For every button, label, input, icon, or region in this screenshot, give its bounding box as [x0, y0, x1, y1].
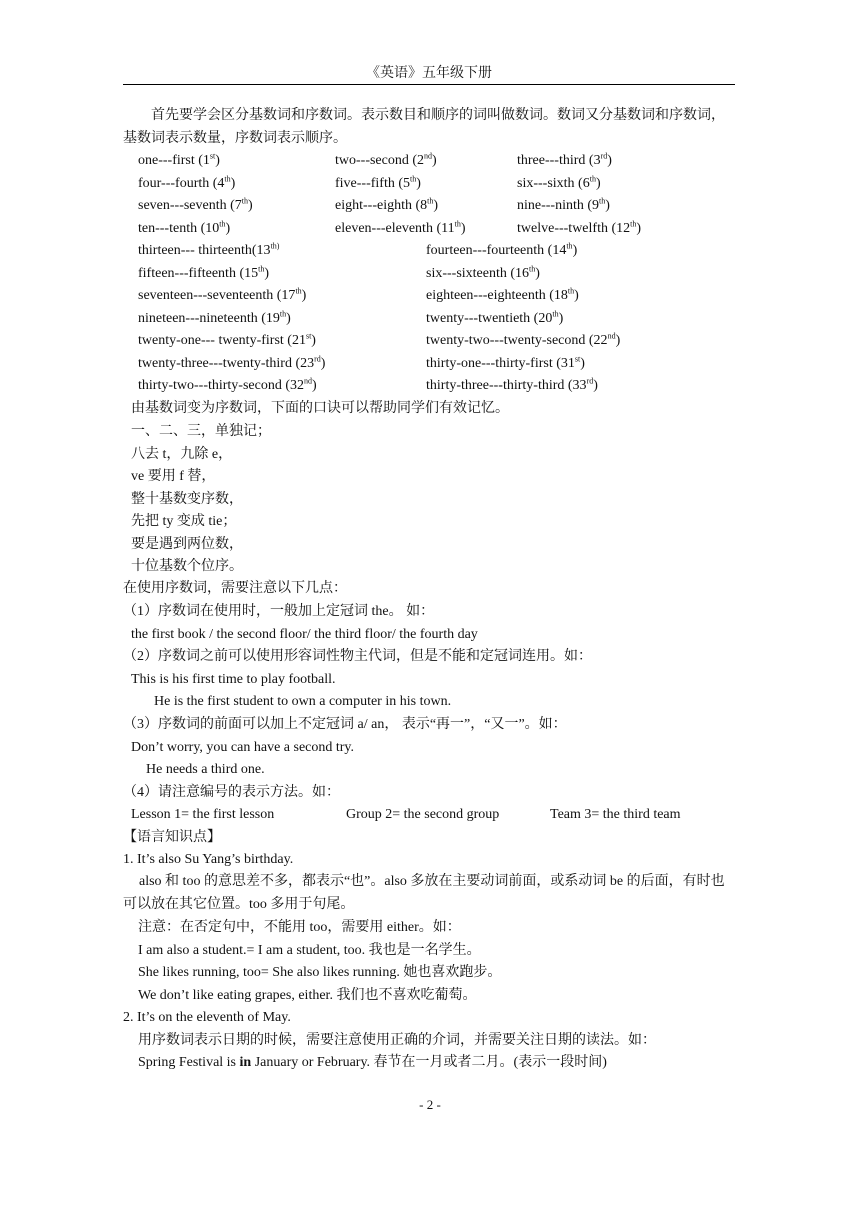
ordinal-text: six---sixteenth (16: [426, 265, 530, 281]
ordinal-close: ): [593, 378, 598, 393]
rhyme-line: ve 要用 f 替，: [131, 469, 216, 484]
page-header-title: 《英语》五年级下册: [366, 66, 492, 81]
ordinal-cell: [426, 265, 540, 283]
ordinal-suffix: th: [454, 218, 461, 228]
ordinal-close: ): [433, 198, 439, 213]
ordinal-cell: [138, 175, 235, 193]
ordinal-cell: [426, 242, 577, 260]
ordinal-close: ): [432, 153, 437, 168]
ordinal-close: ): [558, 310, 564, 326]
rhyme-line: 要是遇到两位数，: [131, 536, 243, 552]
ordinal-cell: [138, 220, 230, 238]
ordinal-cell: [517, 152, 612, 170]
ordinal-text: twelve---twelfth (12: [517, 220, 631, 236]
ordinal-text: eleven---eleventh (11: [335, 220, 455, 236]
usage-point-2-example-2: He is the first student to own a computer in his town.: [154, 694, 452, 709]
ordinal-text: twenty-one--- twenty-first (21: [138, 333, 306, 348]
ordinal-text: thirty-one---thirty-first (31: [426, 355, 575, 371]
ordinal-close: ): [416, 175, 421, 191]
usage-point-4: （4）请注意编号的表示方法。如：: [123, 785, 340, 800]
ordinal-cell: [138, 332, 316, 350]
ordinal-suffix: th: [589, 173, 596, 183]
ordinal-cell: [426, 355, 585, 373]
ordinal-suffix: st: [574, 353, 581, 363]
example-bold-preposition: in: [239, 1055, 252, 1070]
ordinal-close: ): [572, 243, 578, 258]
ordinal-close: ): [225, 220, 231, 236]
ordinal-suffix: nd: [304, 376, 313, 386]
ordinal-suffix: th: [219, 218, 226, 228]
knowledge-1-example-3: We don’t like eating grapes, either. 我们也不喜欢吃葡萄。: [138, 988, 477, 1003]
ordinal-suffix: nd: [607, 331, 616, 341]
ordinal-cell: [138, 265, 269, 283]
ordinal-close: ): [311, 333, 316, 348]
ordinal-close: ): [535, 265, 540, 281]
ordinal-text: twenty---twentieth (20: [426, 310, 553, 326]
knowledge-1-example-2: She likes running, too= She also likes running. 她也喜欢跑步。: [138, 965, 502, 980]
ordinal-cell: [335, 175, 421, 193]
ordinal-close: ): [230, 175, 236, 191]
ordinal-cell: [517, 175, 601, 193]
ordinal-text: fourteen---fourteenth (14: [426, 243, 567, 258]
ordinal-text: three---third (3: [517, 153, 601, 168]
section-title: 【语言知识点】: [123, 830, 221, 845]
page-number: - 2 -: [419, 1097, 441, 1112]
ordinal-suffix: th: [410, 173, 417, 183]
ordinal-cell: [426, 377, 598, 395]
ordinal-close: ): [286, 310, 291, 326]
example-post: January or February. 春节在一月或者二月。(表示一段时间): [251, 1055, 607, 1070]
usage-point-2-example-1: This is his first time to play football.: [131, 672, 336, 687]
ordinal-suffix: th: [224, 173, 231, 183]
knowledge-2-paragraph: 用序数词表示日期的时候，需要注意使用正确的介词，并需要关注日期的读法。如：: [138, 1033, 656, 1048]
rhyme-line: 先把 ty 变成 tie；: [131, 514, 237, 529]
ordinal-cell: [335, 197, 438, 215]
ordinal-suffix: rd: [314, 353, 321, 363]
usage-point-1: （1）序数词在使用时，一般加上定冠词 the。 如：: [123, 604, 435, 619]
ordinal-suffix: th: [258, 263, 265, 273]
ordinal-close: ): [607, 153, 612, 168]
rhyme-line: 十位基数个位序。: [131, 559, 243, 574]
usage-point-2: （2）序数词之前可以使用形容词性物主代词，但是不能和定冠词连用。如：: [123, 649, 592, 664]
ordinal-suffix: th): [270, 241, 280, 251]
ordinal-text: thirteen--- thirteenth(13: [138, 243, 271, 258]
ordinal-suffix: th: [529, 263, 536, 273]
ordinal-close: ): [312, 378, 317, 393]
ordinal-suffix: st: [305, 331, 312, 341]
ordinal-text: nineteen---nineteenth (19: [138, 310, 280, 326]
ordinal-cell: [138, 242, 279, 260]
ordinal-text: eighteen---eighteenth (18: [426, 288, 568, 303]
ordinal-cell: [138, 197, 253, 215]
ordinal-text: fifteen---fifteenth (15: [138, 265, 259, 281]
ordinal-cell: [335, 152, 437, 170]
ordinal-cell: [138, 310, 291, 328]
ordinal-close: ): [264, 265, 270, 281]
ordinal-suffix: nd: [424, 151, 433, 161]
ordinal-close: ): [460, 220, 466, 236]
ordinal-cell: [426, 287, 579, 305]
usage-point-3-example-1: Don’t worry, you can have a second try.: [131, 740, 355, 755]
ordinal-text: one---first (1: [138, 153, 210, 168]
ordinal-cell: [426, 310, 563, 328]
knowledge-1-note: 注意：在否定句中，不能用 too，需要用 either。如：: [138, 920, 461, 935]
ordinal-cell: [517, 220, 641, 238]
ordinal-text: twenty-three---twenty-third (23: [138, 355, 315, 371]
rhyme-line: 一、二、三，单独记；: [131, 424, 271, 439]
ordinal-suffix: st: [209, 151, 216, 161]
ordinal-text: ten---tenth (10: [138, 220, 220, 236]
ordinal-close: ): [248, 198, 253, 213]
ordinal-close: ): [605, 198, 610, 213]
ordinal-close: ): [301, 288, 307, 303]
ordinal-suffix: th: [599, 196, 606, 206]
rhyme-line: 整十基数变序数，: [131, 491, 243, 507]
ordinal-text: seventeen---seventeenth (17: [138, 288, 296, 303]
knowledge-2-title: 2. It’s on the eleventh of May.: [123, 1010, 291, 1025]
ordinal-cell: [517, 197, 610, 215]
ordinal-close: ): [320, 355, 326, 371]
ordinal-text: thirty-two---thirty-second (32: [138, 378, 305, 393]
ordinal-close: ): [215, 153, 220, 168]
usage-point-4-example-lesson: Lesson 1= the first lesson: [131, 807, 275, 822]
rhyme-intro: 由基数词变为序数词，下面的口诀可以帮助同学们有效记忆。: [131, 401, 509, 416]
ordinal-text: thirty-three---thirty-third (33: [426, 378, 587, 393]
ordinal-cell: [335, 220, 466, 238]
ordinal-text: seven---seventh (7: [138, 198, 242, 213]
usage-point-3: （3）序数词的前面可以加上不定冠词 a/ an， 表示“再一”，“又一”。如：: [123, 717, 567, 732]
ordinal-close: ): [636, 220, 642, 236]
ordinal-close: ): [574, 288, 579, 303]
ordinal-text: six---sixth (6: [517, 175, 590, 191]
ordinal-suffix: th: [427, 196, 434, 206]
ordinal-suffix: th: [241, 196, 249, 206]
header-rule: [123, 84, 735, 85]
ordinal-suffix: th: [279, 308, 287, 318]
knowledge-2-example: [138, 1054, 607, 1072]
ordinal-text: four---fourth (4: [138, 175, 225, 191]
ordinal-cell: [426, 332, 620, 350]
ordinal-text: five---fifth (5: [335, 175, 411, 191]
ordinal-text: two---second (2: [335, 153, 425, 168]
ordinal-suffix: th: [552, 308, 559, 318]
ordinal-text: nine---ninth (9: [517, 198, 600, 213]
knowledge-1-example-1: I am also a student.= I am a student, too. 我也是一名学生。: [138, 943, 481, 958]
usage-point-1-example: the first book / the second floor/ the third floor/ the fourth day: [131, 627, 478, 642]
ordinal-suffix: th: [567, 286, 575, 296]
ordinal-suffix: th: [566, 241, 573, 251]
usage-point-3-example-2: He needs a third one.: [146, 762, 265, 777]
ordinal-close: ): [595, 175, 601, 191]
rhyme-line: 八去 t，九除 e，: [131, 446, 233, 462]
ordinal-suffix: rd: [586, 376, 594, 386]
ordinal-cell: [138, 355, 325, 373]
ordinal-cell: [138, 377, 317, 395]
usage-intro: 在使用序数词，需要注意以下几点：: [123, 581, 347, 596]
example-pre: Spring Festival is: [138, 1055, 240, 1070]
ordinal-text: twenty-two---twenty-second (22: [426, 333, 608, 348]
usage-point-4-example-team: Team 3= the third team: [550, 807, 681, 822]
knowledge-1-paragraph: also 和 too 的意思差不多，都表示“也”。also 多放在主要动词前面，或系动词 be 的后面，有时也可以放在其它位置。too 多用于句尾。: [123, 874, 725, 912]
ordinal-suffix: rd: [600, 151, 608, 161]
ordinal-text: eight---eighth (8: [335, 198, 428, 213]
ordinal-cell: [138, 287, 306, 305]
knowledge-1-title: 1. It’s also Su Yang’s birthday.: [123, 852, 294, 867]
intro-paragraph: 首先要学会区分基数词和序数词。表示数目和顺序的词叫做数词。数词又分基数词和序数词，基数词表示数量，序数词表示顺序。: [123, 108, 725, 146]
ordinal-cell: [138, 152, 220, 170]
ordinal-close: ): [580, 355, 585, 371]
ordinal-suffix: th: [630, 218, 637, 228]
ordinal-suffix: th: [295, 286, 302, 296]
ordinal-close: ): [615, 333, 621, 348]
usage-point-4-example-group: Group 2= the second group: [346, 807, 500, 822]
